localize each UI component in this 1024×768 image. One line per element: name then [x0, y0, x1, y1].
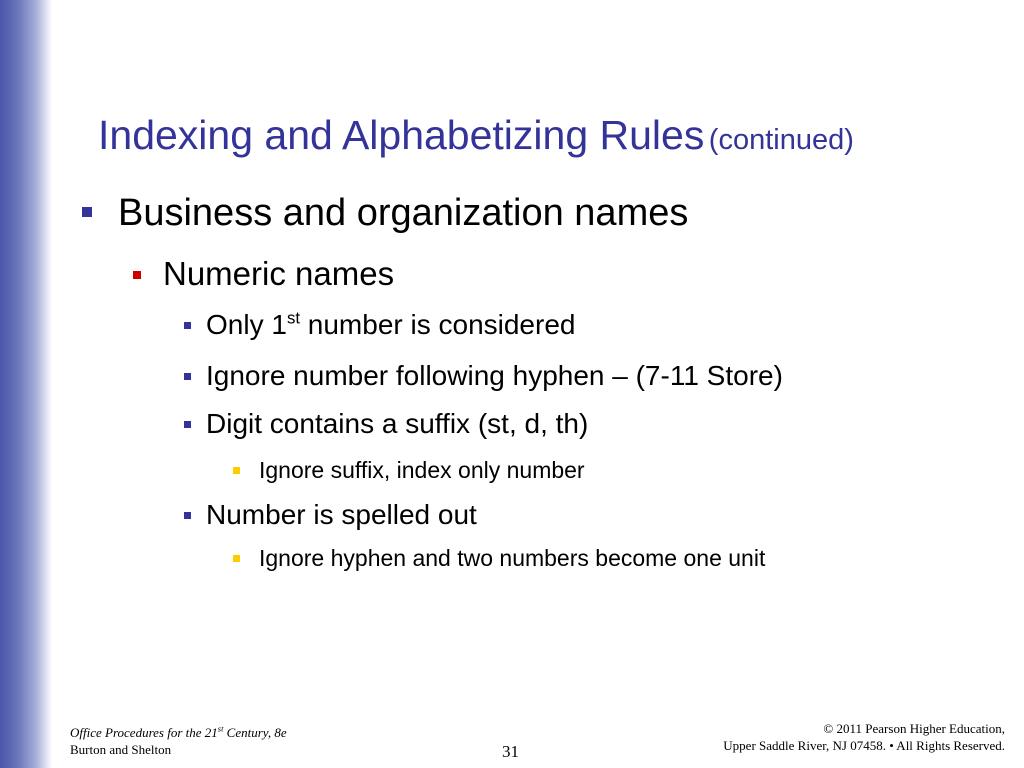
square-bullet-icon: [184, 421, 191, 428]
slide-title: [98, 112, 854, 159]
square-bullet-icon: [184, 322, 191, 329]
bullet-level2: [133, 255, 394, 293]
book-title-suffix: Century, 8e: [223, 725, 287, 740]
bullet-text: Ignore hyphen and two numbers become one unit: [259, 545, 766, 571]
square-bullet-icon: [233, 467, 240, 474]
book-title: [70, 724, 287, 741]
bullet-text-suffix: number is considered: [300, 309, 576, 340]
bullet-text: Ignore suffix, index only number: [259, 457, 585, 483]
bullet-text-prefix: Only 1: [206, 309, 287, 340]
bullet-level4-spelled-sub: [233, 545, 765, 572]
book-title-superscript: st: [217, 723, 224, 734]
bullet-level4-suffix-sub: [233, 457, 585, 484]
bullet-text: Ignore number following hyphen – (7-11 Store): [206, 360, 783, 391]
decorative-gradient-bar: [0, 0, 52, 768]
square-bullet-icon: [184, 373, 191, 380]
bullet-level3-only-first: [184, 309, 575, 341]
bullet-level3-suffix: [184, 408, 588, 440]
square-bullet-icon: [184, 512, 191, 519]
bullet-text: [206, 309, 575, 341]
bullet-text: Digit contains a suffix (st, d, th): [206, 408, 589, 439]
bullet-level3-hyphen: [184, 360, 783, 392]
footer-book-info: [70, 724, 287, 758]
footer-copyright: [723, 720, 1005, 754]
bullet-text: Numeric names: [163, 255, 395, 292]
ordinal-superscript: st: [286, 308, 300, 328]
bullet-level3-spelled: [184, 499, 477, 531]
title-main: Indexing and Alphabetizing Rules: [98, 112, 705, 158]
book-title-prefix: Office Procedures for the 21: [70, 725, 218, 740]
bullet-text: Number is spelled out: [206, 499, 477, 530]
square-bullet-icon: [233, 555, 240, 562]
bullet-level1: [82, 192, 688, 235]
authors: Burton and Shelton: [70, 742, 172, 757]
square-bullet-icon: [82, 207, 92, 217]
copyright-line2: Upper Saddle River, NJ 07458. • All Rights Reserved.: [723, 738, 1005, 753]
bullet-text: Business and organization names: [118, 192, 689, 234]
square-bullet-icon: [133, 271, 141, 279]
title-suffix: (continued): [708, 124, 854, 156]
page-number: 31: [502, 742, 519, 761]
copyright-line1: © 2011 Pearson Higher Education,: [823, 721, 1005, 736]
